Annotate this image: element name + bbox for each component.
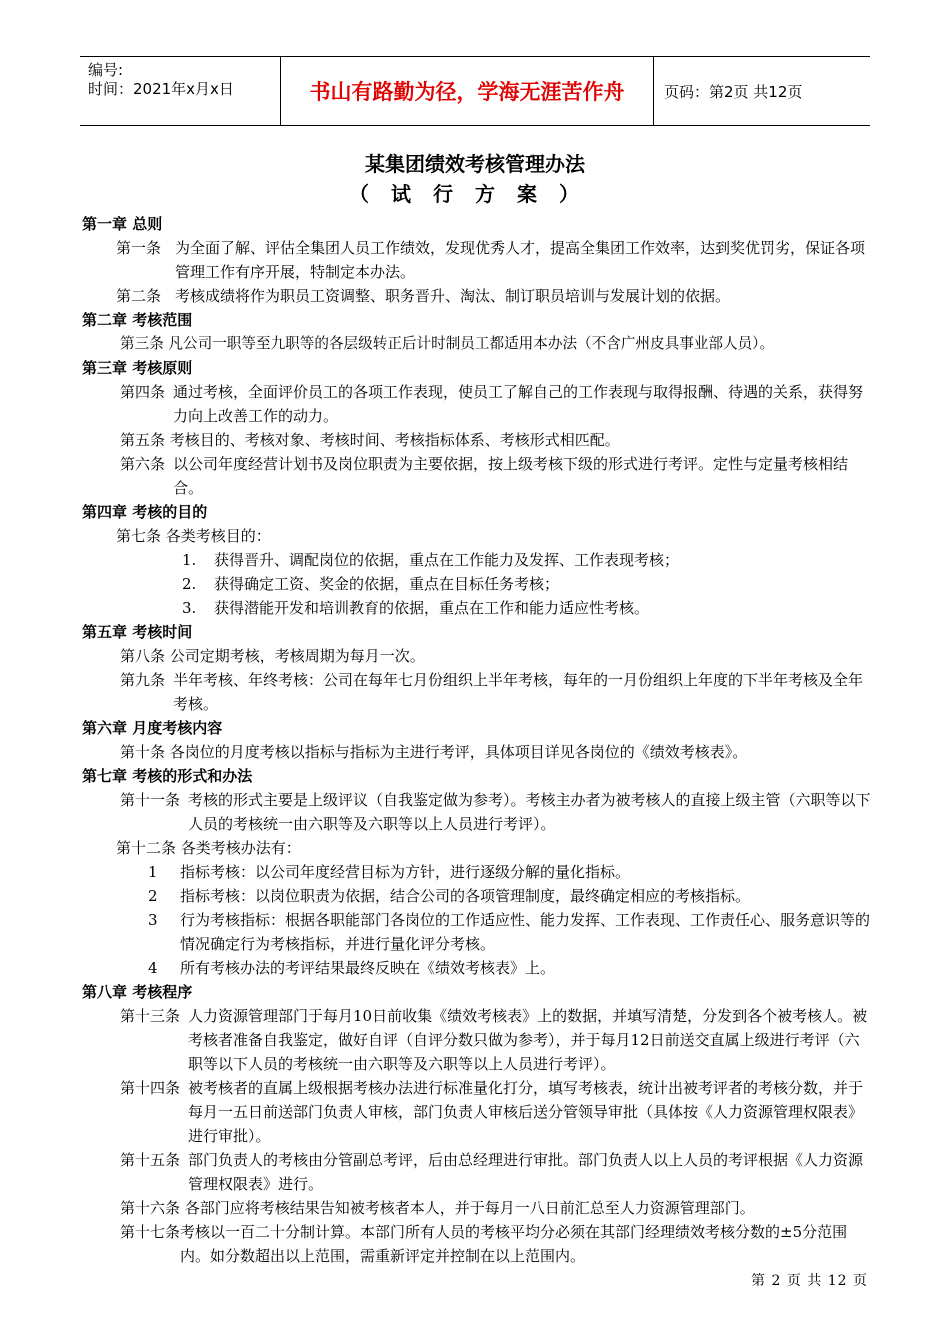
article-label: 第二条: [116, 287, 162, 305]
article-label: 第九条: [120, 671, 166, 689]
article-label: 第十五条: [120, 1151, 181, 1169]
list-item: [82, 572, 872, 596]
article-text: 考核以一百二十分制计算。本部门所有人员的考核平均分必须在其部门经理绩效考核分数的±5分范围内。如分数超出以上范围，需重新评定并控制在以上范围内。: [180, 1223, 848, 1265]
list-text: 行为考核指标：根据各职能部门各岗位的工作适应性、能力发挥、工作表现、工作责任心、服务意识等的情况确定行为考核指标，并进行量化评分考核。: [180, 911, 871, 953]
article: [82, 1004, 872, 1076]
list-number: 3.: [182, 599, 197, 617]
chapter-heading: 第一章 总则: [82, 215, 163, 233]
list-item: [82, 884, 872, 908]
article-text: 为全面了解、评估全集团人员工作绩效，发现优秀人才，提高全集团工作效率，达到奖优罚劣，保证各项管理工作有序开展，特制定本办法。: [175, 239, 866, 281]
chapter-heading: 第七章 考核的形式和办法: [82, 767, 253, 785]
article-label: 第十七条: [120, 1223, 181, 1241]
article-label: 第四条: [120, 383, 166, 401]
article-text: 被考核者的直属上级根据考核办法进行标准量化打分，填写考核表，统计出被考评者的考核分数，并于每月一五日前送部门负责人审核，部门负责人审核后送分管领导审批（具体按《人力资源管理权限表》进行审批）。: [188, 1079, 864, 1145]
list-number: 4: [148, 959, 158, 977]
document-body: [82, 212, 872, 1268]
chapter-heading: 第六章 月度考核内容: [82, 719, 223, 737]
article-text: 以公司年度经营计划书及岗位职责为主要依据，按上级考核下级的形式进行考评。定性与定量考核相结合。: [173, 455, 849, 497]
article-text: 第十六条 各部门应将考核结果告知被考核者本人，并于每月一八日前汇总至人力资源管理部门。: [120, 1199, 755, 1217]
article: [82, 1076, 872, 1148]
list-text: 获得确定工资、奖金的依据，重点在目标任务考核；: [214, 575, 560, 593]
list-number: 2.: [182, 575, 197, 593]
list-number: 2: [148, 887, 158, 905]
header-meta: [80, 57, 281, 125]
article-text: 半年考核、年终考核：公司在每年七月份组织上半年考核，每年的一月份组织上年度的下半年考核及全年考核。: [173, 671, 864, 713]
list-item: [82, 548, 872, 572]
article-text: 第七条 各类考核目的：: [116, 527, 271, 545]
number-label: 编号:: [88, 61, 124, 79]
list-number: 1.: [182, 551, 197, 569]
article-text: 第五条 考核目的、考核对象、考核时间、考核指标体系、考核形式相匹配。: [120, 431, 620, 449]
document-title: 某集团绩效考核管理办法: [365, 152, 585, 176]
header-page-info: 页码：第2页 共12页: [664, 82, 803, 101]
article-label: 第十一条: [120, 791, 181, 809]
article: [82, 1148, 872, 1196]
chapter-heading: 第三章 考核原则: [82, 359, 193, 377]
article-label: 第六条: [120, 455, 166, 473]
article: [82, 1220, 872, 1268]
chapter-heading: 第四章 考核的目的: [82, 503, 208, 521]
chapter-heading: 第二章 考核范围: [82, 311, 193, 329]
article: [82, 284, 872, 308]
list-text: 指标考核：以公司年度经营目标为方针，进行逐级分解的量化指标。: [180, 863, 631, 881]
article-text: 第八条 公司定期考核，考核周期为每月一次。: [120, 647, 425, 665]
article: [82, 236, 872, 284]
article: [82, 380, 872, 428]
list-item: [82, 596, 872, 620]
article-text: 通过考核，全面评价员工的各项工作表现，使员工了解自己的工作表现与取得报酬、待遇的关系，获得努力向上改善工作的动力。: [173, 383, 864, 425]
list-item: [82, 908, 872, 956]
article-text: 考核成绩将作为职员工资调整、职务晋升、淘汰、制订职员培训与发展计划的依据。: [175, 287, 731, 305]
list-item: [82, 956, 872, 980]
list-text: 获得潜能开发和培训教育的依据，重点在工作和能力适应性考核。: [214, 599, 650, 617]
article-label: 第十四条: [120, 1079, 181, 1097]
article-text: 部门负责人的考核由分管副总考评，后由总经理进行审批。部门负责人以上人员的考评根据《人力资源管理权限表》进行。: [188, 1151, 864, 1193]
article-label: 第十三条: [120, 1007, 181, 1025]
article: [82, 668, 872, 716]
article: [82, 788, 872, 836]
header-motto: 书山有路勤为径，学海无涯苦作舟: [281, 57, 654, 125]
chapter-heading: 第八章 考核程序: [82, 983, 193, 1001]
article-text: 第十条 各岗位的月度考核以指标与指标为主进行考评，具体项目详见各岗位的《绩效考核表》。: [120, 743, 748, 761]
time-label: 时间：2021年x月x日: [88, 80, 234, 98]
list-item: [82, 860, 872, 884]
list-number: 3: [148, 911, 158, 929]
article-label: 第一条: [116, 239, 162, 257]
list-text: 获得晋升、调配岗位的依据，重点在工作能力及发挥、工作表现考核；: [214, 551, 680, 569]
list-text: 指标考核：以岗位职责为依据，结合公司的各项管理制度，最终确定相应的考核指标。: [180, 887, 751, 905]
page-footer: 第 2 页 共 12 页: [751, 1273, 868, 1289]
list-text: 所有考核办法的考评结果最终反映在《绩效考核表》上。: [180, 959, 556, 977]
article-text: 人力资源管理部门于每月10日前收集《绩效考核表》上的数据，并填写清楚，分发到各个被考核人。被考核者准备自我鉴定，做好自评（自评分数只做为参考），并于每月12日前送交直属上级进行考评（六职等以下人员的考核统一由六职等及六职等以上人员进行考评）。: [188, 1007, 868, 1073]
list-number: 1: [148, 863, 158, 881]
document-subtitle: （试行方案）: [349, 182, 601, 206]
article: [82, 452, 872, 500]
article-text: 考核的形式主要是上级评议（自我鉴定做为参考）。考核主办者为被考核人的直接上级主管（六职等以下人员的考核统一由六职等及六职等以上人员进行考评）。: [188, 791, 871, 833]
document-header: [80, 56, 870, 126]
article-text: 第三条 凡公司一职等至九职等的各层级转正后计时制员工都适用本办法（不含广州皮具事业部人员）。: [120, 335, 775, 352]
chapter-heading: 第五章 考核时间: [82, 623, 193, 641]
article-text: 第十二条 各类考核办法有：: [116, 839, 301, 857]
